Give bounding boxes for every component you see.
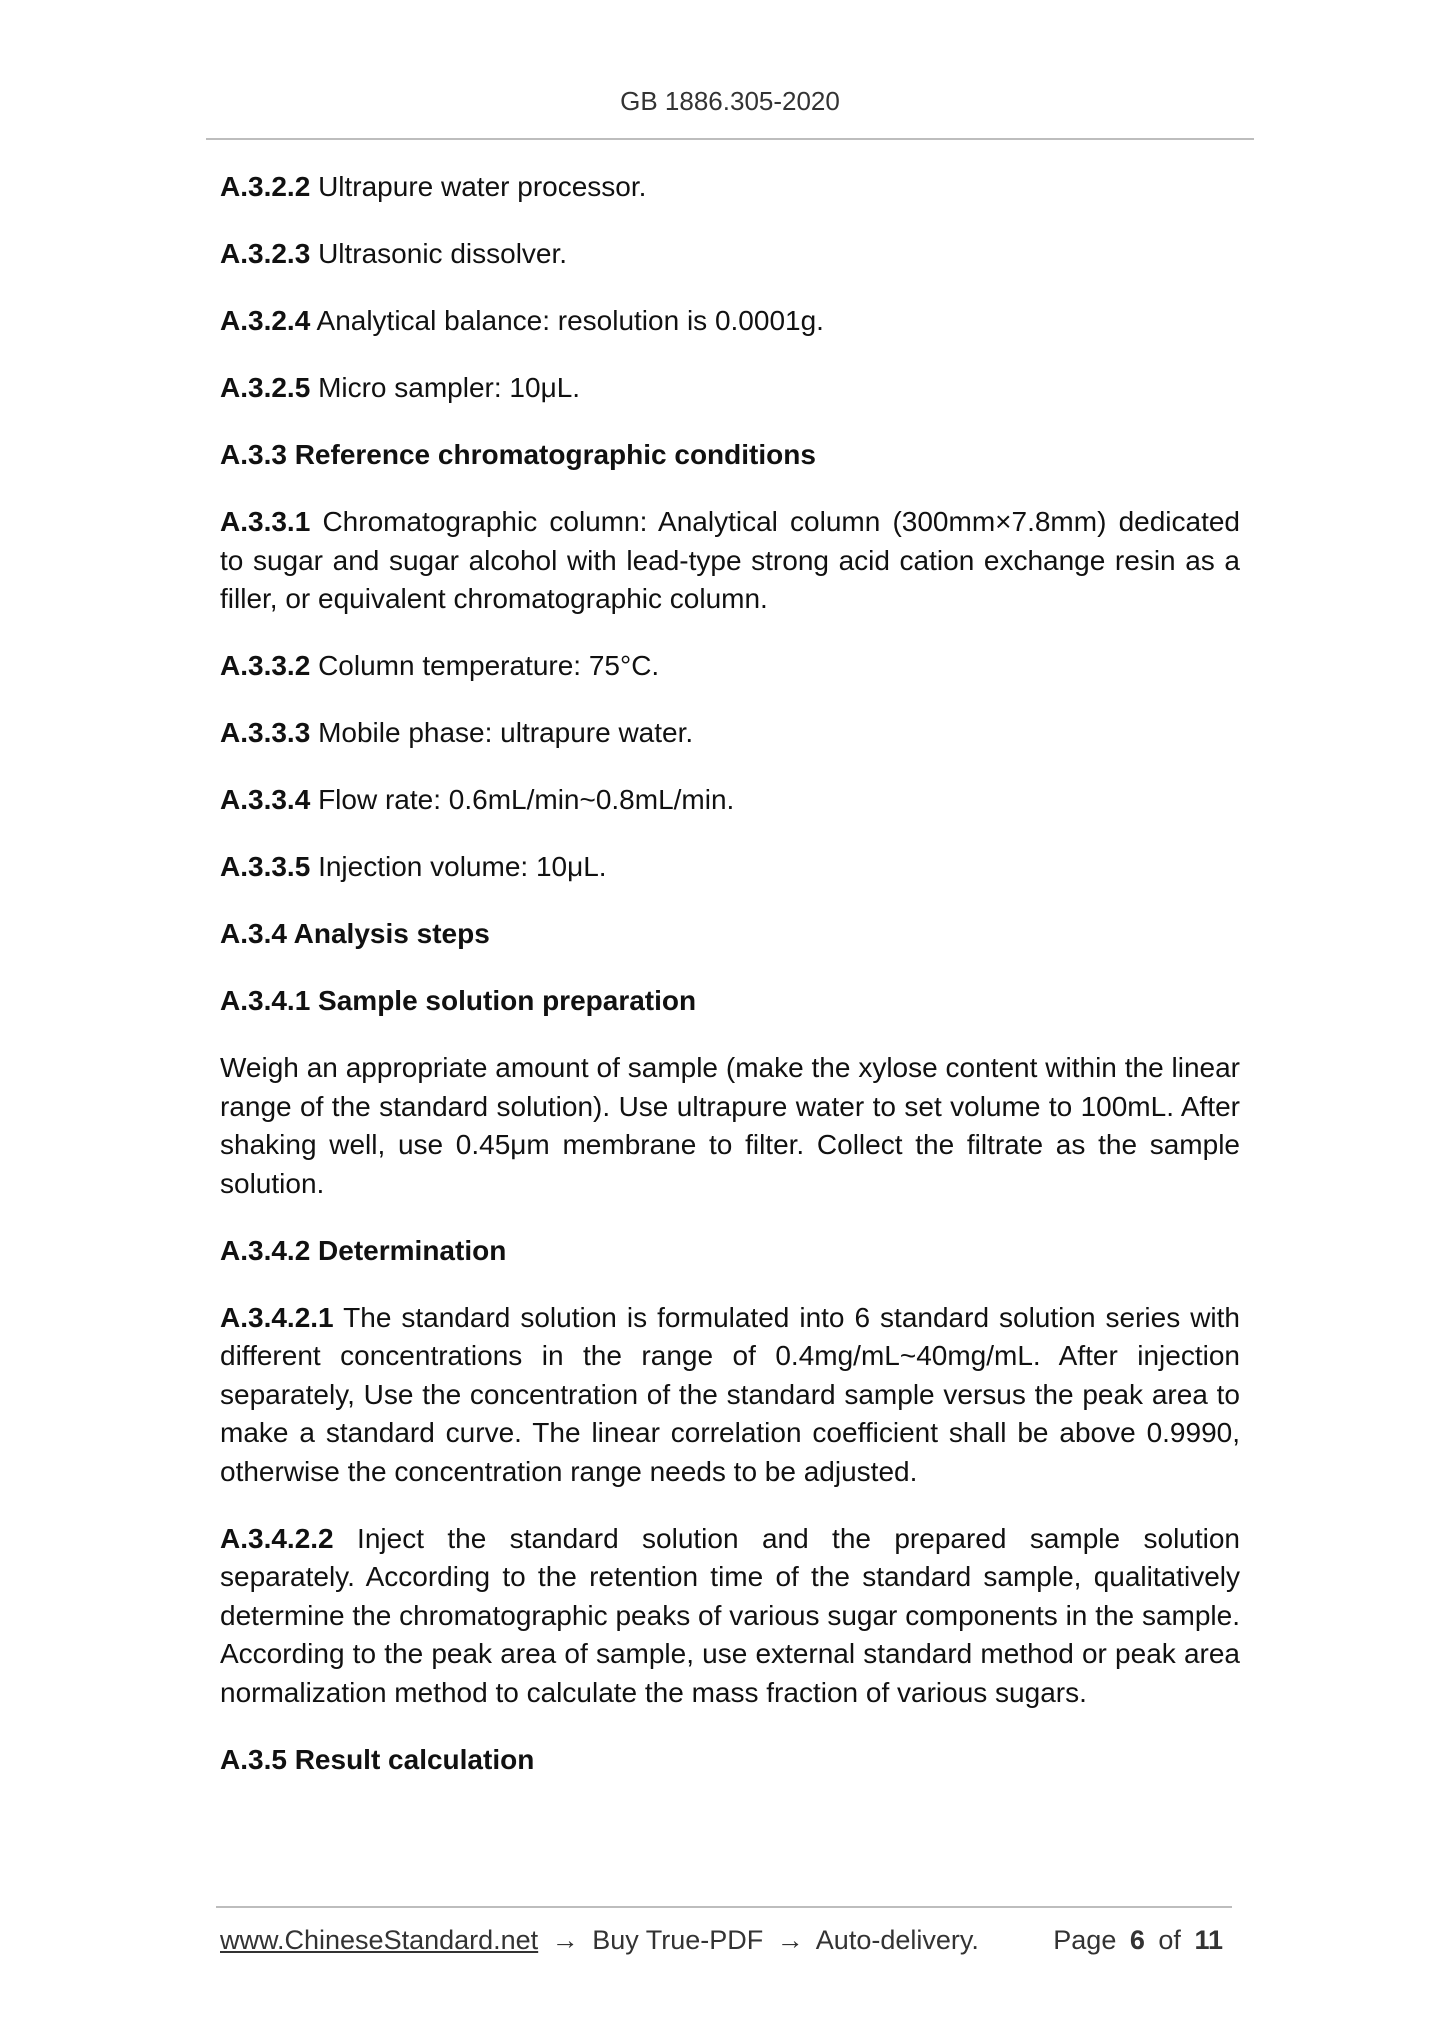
clause-a3-3-3 bbox=[220, 714, 1240, 753]
footer-links bbox=[220, 1925, 979, 1956]
clause-number: A.3.2.3 bbox=[220, 238, 311, 269]
sample-preparation-text: Weigh an appropriate amount of sample (make the xylose content within the linear range of the standard solution). Use ultrapure water to set volume to 100mL. After shaking well, use 0.45μm membrane to filter. Collect the filtrate as the sample solution. bbox=[220, 1052, 1240, 1199]
clause-text: Ultrapure water processor. bbox=[318, 171, 647, 202]
document-body bbox=[220, 168, 1240, 1808]
chinesestandard-link[interactable]: www.ChineseStandard.net bbox=[220, 1925, 539, 1955]
clause-text: Analytical balance: resolution is 0.0001g. bbox=[316, 305, 824, 336]
page-header: GB 1886.305-2020 bbox=[620, 86, 840, 116]
footer-divider bbox=[216, 1906, 1232, 1908]
clause-number: A.3.2.2 bbox=[220, 171, 311, 202]
page-of-label: of bbox=[1158, 1925, 1181, 1955]
subsection-heading-a3-4-1: A.3.4.1 Sample solution preparation bbox=[220, 985, 697, 1016]
clause-a3-2-2 bbox=[220, 168, 1240, 207]
clause-a3-4-2-2 bbox=[220, 1520, 1240, 1713]
clause-a3-2-3 bbox=[220, 235, 1240, 274]
clause-a3-2-4 bbox=[220, 302, 1240, 341]
clause-number: A.3.4.2.2 bbox=[220, 1522, 334, 1554]
clause-number: A.3.2.4 bbox=[220, 305, 311, 336]
clause-text: Ultrasonic dissolver. bbox=[318, 238, 568, 269]
buy-true-pdf-text: Buy True-PDF bbox=[592, 1925, 764, 1955]
clause-a3-2-5 bbox=[220, 369, 1240, 408]
page-current: 6 bbox=[1129, 1925, 1145, 1955]
clause-number: A.3.2.5 bbox=[220, 372, 311, 403]
subsection-heading-a3-4-2: A.3.4.2 Determination bbox=[220, 1234, 507, 1266]
clause-number: A.3.3.5 bbox=[220, 851, 311, 882]
clause-text: Mobile phase: ultrapure water. bbox=[318, 717, 694, 748]
clause-text: Micro sampler: 10μL. bbox=[318, 372, 581, 403]
section-heading-a3-3: A.3.3 Reference chromatographic conditions bbox=[220, 439, 816, 470]
arrow-right-icon: → bbox=[776, 1925, 804, 1955]
auto-delivery-text: Auto-delivery. bbox=[815, 1925, 979, 1955]
clause-text: Chromatographic column: Analytical column (300mm×7.8mm) dedicated to sugar and sugar alcohol with lead-type strong acid cation exchange resin as a filler, or equivalent chromatographic column. bbox=[220, 506, 1240, 614]
clause-number: A.3.3.3 bbox=[220, 717, 311, 748]
clause-text: Flow rate: 0.6mL/min~0.8mL/min. bbox=[318, 784, 735, 815]
arrow-right-icon: → bbox=[551, 1925, 579, 1955]
page-total: 11 bbox=[1194, 1925, 1223, 1955]
page-label: Page bbox=[1053, 1925, 1117, 1955]
clause-number: A.3.3.2 bbox=[220, 650, 311, 681]
clause-text: The standard solution is formulated into 6 standard solution series with different concentrations in the range of 0.4mg/mL~40mg/mL. After injection separately, Use the concentration of the standard sample versus the peak area to make a standard curve. The linear correlation coefficient shall be above 0.9990, otherwise the concentration range needs to be adjusted. bbox=[220, 1301, 1240, 1487]
clause-number: A.3.3.4 bbox=[220, 784, 311, 815]
clause-a3-3-2 bbox=[220, 647, 1240, 686]
clause-a3-3-1 bbox=[220, 503, 1240, 619]
clause-number: A.3.4.2.1 bbox=[220, 1301, 334, 1333]
clause-a3-3-4 bbox=[220, 781, 1240, 820]
page-indicator bbox=[1053, 1925, 1229, 1956]
section-heading-a3-4: A.3.4 Analysis steps bbox=[220, 918, 490, 949]
section-heading-a3-5: A.3.5 Result calculation bbox=[220, 1743, 535, 1775]
clause-text: Injection volume: 10μL. bbox=[318, 851, 607, 882]
clause-a3-4-2-1 bbox=[220, 1299, 1240, 1492]
clause-text: Column temperature: 75°C. bbox=[318, 650, 660, 681]
clause-text: Inject the standard solution and the prepared sample solution separately. According to the retention time of the standard sample, qualitatively determine the chromatographic peaks of various sugar components in the sample. According to the peak area of sample, use external standard method or peak area normalization method to calculate the mass fraction of various sugars. bbox=[220, 1522, 1241, 1708]
clause-a3-3-5 bbox=[220, 848, 1240, 887]
clause-number: A.3.3.1 bbox=[220, 506, 311, 537]
header-divider bbox=[206, 138, 1254, 140]
